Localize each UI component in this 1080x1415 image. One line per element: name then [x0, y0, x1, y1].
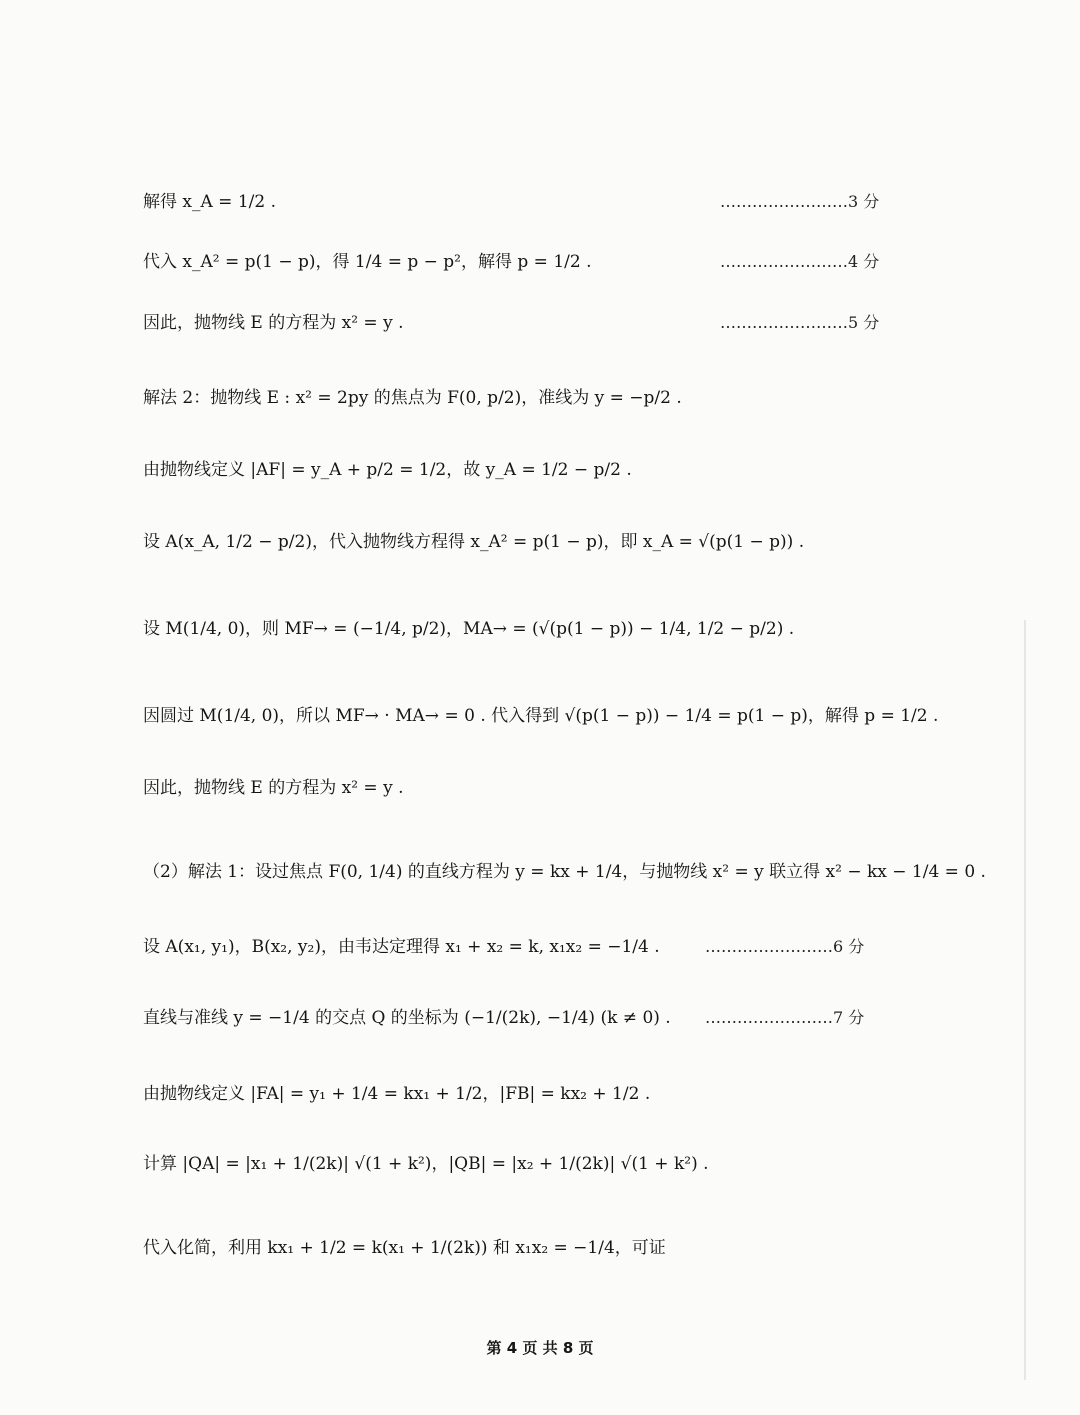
score-5: ……………………5 分	[720, 313, 880, 332]
substitute-p-line: 代入 x_A² = p(1 − p)，得 1/4 = p − p²，解得 p = 1/2 .	[143, 252, 592, 272]
part2-simplify-line: 代入化简，利用 kx₁ + 1/2 = k(x₁ + 1/(2k)) 和 x₁x₂ = −1/4，可证	[143, 1238, 666, 1258]
method2-vectors-line: 设 M(1/4, 0)，则 MF→ = (−1/4, p/2)，MA→ = (√(p(1 − p)) − 1/4, 1/2 − p/2) .	[143, 619, 795, 639]
score-6: ……………………6 分	[705, 937, 865, 956]
part2-q-line: 直线与准线 y = −1/4 的交点 Q 的坐标为 (−1/(2k), −1/4) (k ≠ 0) .	[143, 1008, 671, 1028]
method2-focus-line: 解法 2：抛物线 E : x² = 2py 的焦点为 F(0, p/2)，准线为 y = −p/2 .	[143, 388, 682, 408]
method2-definition-line: 由抛物线定义 |AF| = y_A + p/2 = 1/2，故 y_A = 1/2 − p/2 .	[143, 460, 632, 480]
conclusion-2-line: 因此，抛物线 E 的方程为 x² = y .	[143, 778, 404, 798]
page-footer: 第 4 页 共 8 页	[486, 1339, 594, 1357]
part2-compute-line: 计算 |QA| = |x₁ + 1/(2k)| √(1 + k²)，|QB| = |x₂ + 1/(2k)| √(1 + k²) .	[143, 1154, 709, 1174]
conclusion-1-line: 因此，抛物线 E 的方程为 x² = y .	[143, 313, 404, 333]
part2-line-eq: （2）解法 1：设过焦点 F(0, 1/4) 的直线方程为 y = kx + 1/4，与抛物线 x² = y 联立得 x² − kx − 1/4 = 0 .	[143, 862, 986, 882]
part2-definition-line: 由抛物线定义 |FA| = y₁ + 1/4 = kx₁ + 1/2，|FB| = kx₂ + 1/2 .	[143, 1084, 651, 1104]
score-3: ……………………3 分	[720, 192, 880, 211]
method2-point-a-line: 设 A(x_A, 1/2 − p/2)，代入抛物线方程得 x_A² = p(1 − p)，即 x_A = √(p(1 − p)) .	[143, 532, 805, 552]
part2-vieta-line: 设 A(x₁, y₁)，B(x₂, y₂)，由韦达定理得 x₁ + x₂ = k, x₁x₂ = −1/4 .	[143, 937, 660, 957]
solve-xa-line: 解得 x_A = 1/2 .	[143, 192, 276, 212]
method2-circle-line: 因圆过 M(1/4, 0)，所以 MF→ · MA→ = 0 . 代入得到 √(p(1 − p)) − 1/4 = p(1 − p)，解得 p = 1/2 .	[143, 706, 939, 726]
scan-edge	[1024, 620, 1026, 1380]
score-7: ……………………7 分	[705, 1008, 865, 1027]
score-4: ……………………4 分	[720, 252, 880, 271]
